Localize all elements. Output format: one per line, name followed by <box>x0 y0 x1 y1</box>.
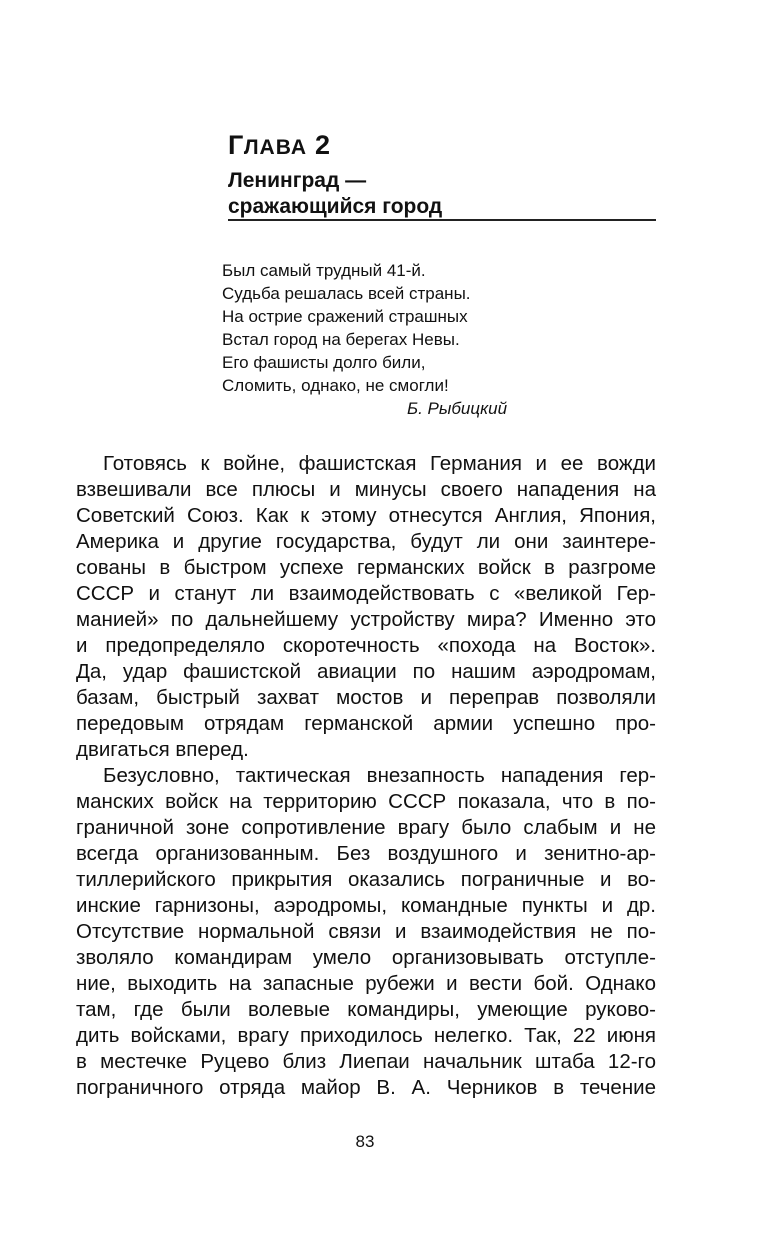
body-text <box>76 451 656 1101</box>
body-line: Америка и другие государства, будут ли они заинтере- <box>76 530 656 553</box>
body-line: граничной зоне сопротивление врагу было слабым и не <box>76 816 656 839</box>
title-divider <box>228 219 656 221</box>
body-line: базам, быстрый захват мостов и переправ позволяли <box>76 686 656 709</box>
epigraph <box>222 259 471 397</box>
epigraph-line: Судьба решалась всей страны. <box>222 284 471 303</box>
epigraph-line: Его фашисты долго били, <box>222 353 426 372</box>
body-line: Безусловно, тактическая внезапность нападения гер- <box>103 764 656 787</box>
chapter-number: 2 <box>315 130 331 160</box>
body-line: Готовясь к войне, фашистская Германия и ее вожди <box>103 452 656 475</box>
epigraph-line: На острие сражений страшных <box>222 307 468 326</box>
body-line: двигаться вперед. <box>76 738 249 761</box>
epigraph-line: Сломить, однако, не смогли! <box>222 376 449 395</box>
body-line: тиллерийского прикрытия оказались пограничные и во- <box>76 868 656 891</box>
body-line: Советский Союз. Как к этому отнесутся Англия, Япония, <box>76 504 656 527</box>
body-line: манских войск на территорию СССР показала, что в по- <box>76 790 656 813</box>
chapter-subtitle <box>228 168 442 220</box>
body-line: СССР и станут ли взаимодействовать с «великой Гер- <box>76 582 656 605</box>
body-line: манией» по дальнейшему устройству мира? Именно это <box>76 608 656 631</box>
body-line: Да, удар фашистской авиации по нашим аэродромам, <box>76 660 656 683</box>
chapter-subtitle-line: Ленинград — <box>228 169 367 192</box>
chapter-subtitle-line: сражающийся город <box>228 195 443 218</box>
body-line: дить войсками, врагу приходилось нелегко. Так, 22 июня <box>76 1024 656 1047</box>
body-line: сованы в быстром успехе германских войск в разгроме <box>76 556 656 579</box>
page-number: 83 <box>355 1132 375 1151</box>
chapter-title-word: ЛАВА <box>243 136 307 159</box>
epigraph-line: Был самый трудный 41-й. <box>222 261 426 280</box>
chapter-title <box>228 130 331 161</box>
body-line: передовым отрядам германской армии успешно про- <box>76 712 656 735</box>
body-line: в местечке Руцево близ Лиепаи начальник штаба 12-го <box>76 1050 656 1073</box>
body-line: ние, выходить на запасные рубежи и вести бой. Однако <box>76 972 656 995</box>
body-line: взвешивали все плюсы и минусы своего нападения на <box>76 478 656 501</box>
epigraph-author: Б. Рыбицкий <box>407 399 508 418</box>
body-line: и предопределяло скоротечность «похода на Восток». <box>76 634 656 657</box>
body-line: зволяло командирам умело организовывать отступле- <box>76 946 656 969</box>
body-line: пограничного отряда майор В. А. Черников в течение <box>76 1076 656 1099</box>
body-line: всегда организованным. Без воздушного и зенитно-ар- <box>76 842 656 865</box>
body-line: Отсутствие нормальной связи и взаимодействия не по- <box>76 920 656 943</box>
body-line: инские гарнизоны, аэродромы, командные пункты и др. <box>76 894 656 917</box>
epigraph-line: Встал город на берегах Невы. <box>222 330 460 349</box>
body-line: там, где были волевые командиры, умеющие руково- <box>76 998 656 1021</box>
chapter-title-initial: Г <box>228 130 244 160</box>
